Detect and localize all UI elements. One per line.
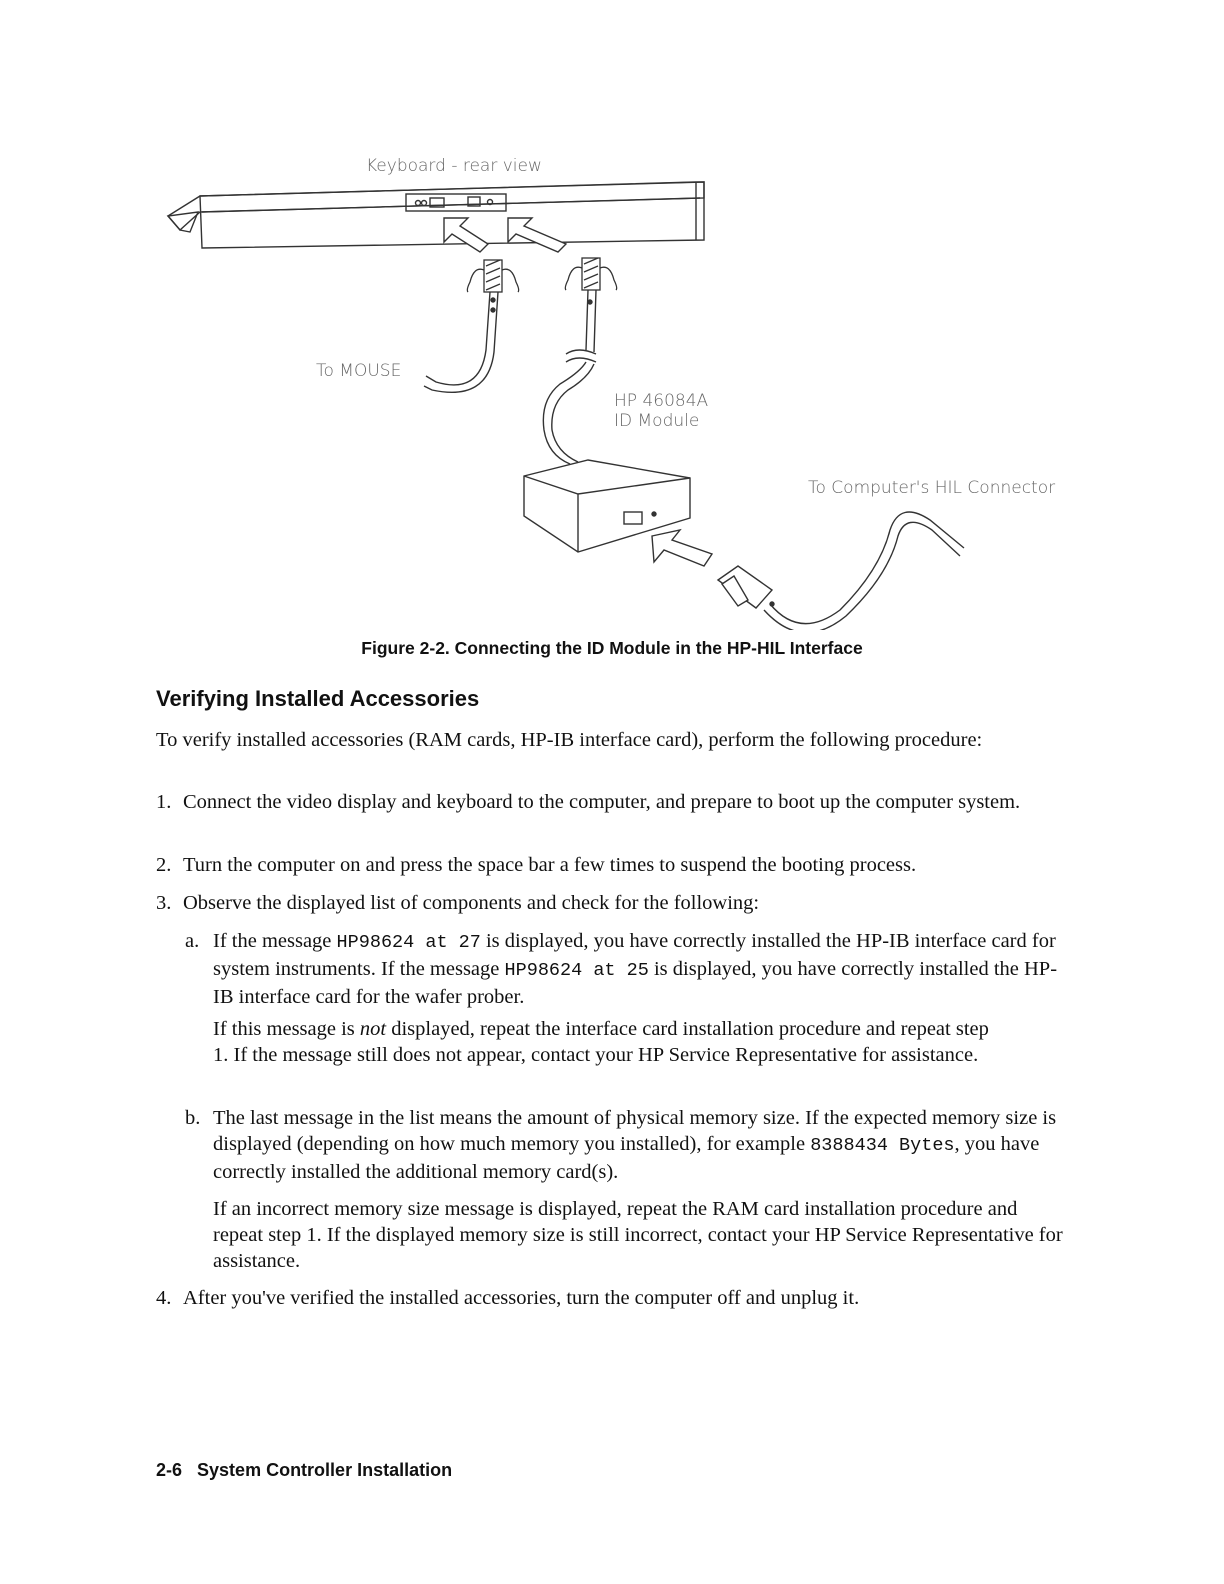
step-2-text: Turn the computer on and press the space bar a few times to suspend the booting process. xyxy=(183,854,917,876)
figure-caption: Figure 2-2. Connecting the ID Module in the HP-HIL Interface xyxy=(361,638,863,658)
substep-a-paragraph-1 xyxy=(213,928,1063,1010)
substep-a-text-4: If this message is xyxy=(213,1018,360,1040)
message-code-25: HP98624 at 25 xyxy=(504,960,649,981)
page-number: 2-6 xyxy=(156,1460,183,1480)
step-3-text: Observe the displayed list of components and check for the following: xyxy=(183,892,760,914)
substep-b-paragraph-1 xyxy=(213,1105,1063,1185)
intro-paragraph: To verify installed accessories (RAM cards, HP-IB interface card), perform the following procedure: xyxy=(156,729,983,751)
substep-a-label: a. xyxy=(185,930,200,952)
hil-connector-cable xyxy=(718,512,964,630)
substep-b-text-1: The last message in the list means the amount of physical memory size. If the expected memory size is displayed (depending on how much memory you installed), for example xyxy=(213,1107,1057,1155)
page-footer xyxy=(156,1460,452,1481)
memory-size-code: 8388434 Bytes xyxy=(810,1135,955,1156)
step-4-text: After you've verified the installed accessories, turn the computer off and unplug it. xyxy=(183,1287,860,1309)
figure-connecting-id-module xyxy=(150,140,1070,630)
keyboard-arrows xyxy=(444,218,566,252)
message-code-27: HP98624 at 27 xyxy=(336,932,481,953)
substep-a-text-1: If the message xyxy=(213,930,337,952)
step-2-number: 2. xyxy=(156,854,172,876)
module-label-line2: ID Module xyxy=(614,411,700,431)
id-module-diagram xyxy=(150,140,1070,630)
substep-a-text-2: is displayed, you have correctly installed the HP-IB interface card for system instruments. If the message xyxy=(213,930,1056,980)
substep-b-paragraph-2: If an incorrect memory size message is displayed, repeat the RAM card installation procedure and repeat step 1. If the displayed memory size is still incorrect, contact your HP Service Representative for assistance. xyxy=(213,1198,1063,1272)
footer-title: System Controller Installation xyxy=(197,1460,453,1480)
substep-a-text-3: is displayed, you have correctly installed the HP-IB interface card for the wafer prober. xyxy=(213,958,1058,1008)
step-1-text: Connect the video display and keyboard to the computer, and prepare to boot up the computer system. xyxy=(183,791,1021,813)
module-label-line1: HP 46084A xyxy=(614,391,709,411)
module-cable xyxy=(543,290,596,464)
connector-label: To Computer's HIL Connector xyxy=(808,478,1056,498)
cable-connectors xyxy=(467,258,616,292)
mouse-cable xyxy=(424,292,498,392)
step-3-number: 3. xyxy=(156,892,172,914)
substep-b-label: b. xyxy=(185,1107,201,1129)
emphasis-not: not xyxy=(359,1018,387,1040)
keyboard-label: Keyboard - rear view xyxy=(366,156,542,176)
module-arrow xyxy=(652,530,712,566)
substep-b-text-2: , you have correctly installed the additional memory card(s). xyxy=(213,1133,1040,1183)
substep-a-text-5: displayed, repeat the interface card installation procedure and repeat step 1. If the message still does not appear, contact your HP Service Representative for assistance. xyxy=(213,1018,989,1066)
mouse-label: To MOUSE xyxy=(316,361,402,381)
step-1-number: 1. xyxy=(156,791,172,813)
step-4-number: 4. xyxy=(156,1287,172,1309)
keyboard-drawing xyxy=(168,182,704,248)
section-heading: Verifying Installed Accessories xyxy=(156,686,480,711)
substep-a-paragraph-2 xyxy=(213,1016,1003,1068)
